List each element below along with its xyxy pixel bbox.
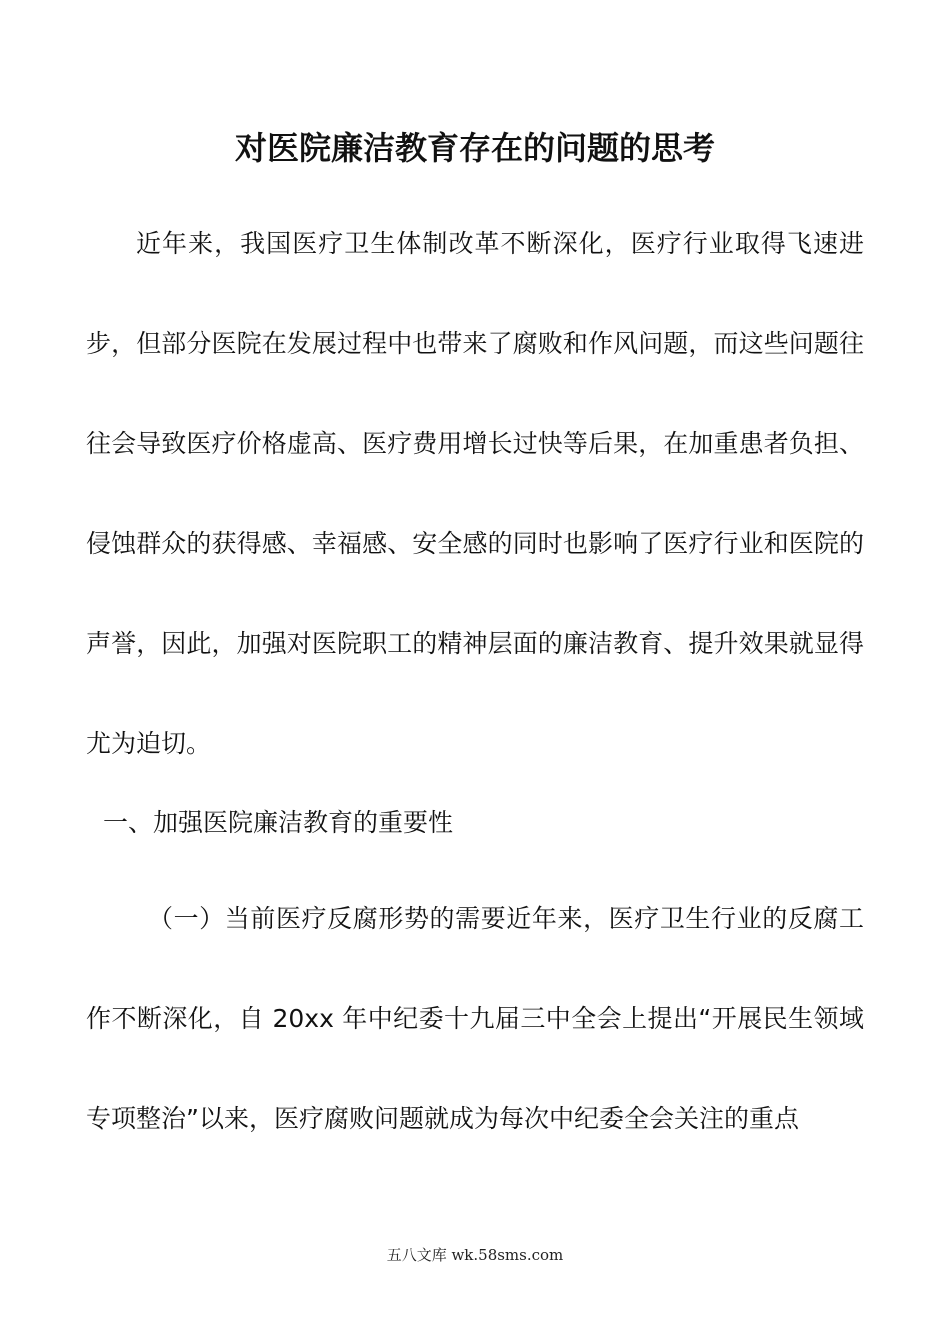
document-title: 对医院廉洁教育存在的问题的思考 <box>234 129 715 167</box>
footer-watermark: 五八文库 wk.58sms.com <box>386 1246 564 1264</box>
section1-subsection1-paragraph: （一）当前医疗反腐形势的需要近年来，医疗卫生行业的反腐工作不断深化，自 20xx 年中纪委十九届三中全会上提出“开展民生领域专项整治”以来，医疗腐败问题就成为每次中纪委全会关注的重点 <box>86 904 864 1133</box>
intro-paragraph: 近年来，我国医疗卫生体制改革不断深化，医疗行业取得飞速进步，但部分医院在发展过程中也带来了腐败和作风问题，而这些问题往往会导致医疗价格虚高、医疗费用增长过快等后果，在加重患者负担、侵蚀群众的获得感、幸福感、安全感的同时也影响了医疗行业和医院的声誉，因此，加强对医院职工的精神层面的廉洁教育、提升效果就显得尤为迫切。 <box>86 229 864 758</box>
section-heading-1: 一、加强医院廉洁教育的重要性 <box>103 808 454 837</box>
